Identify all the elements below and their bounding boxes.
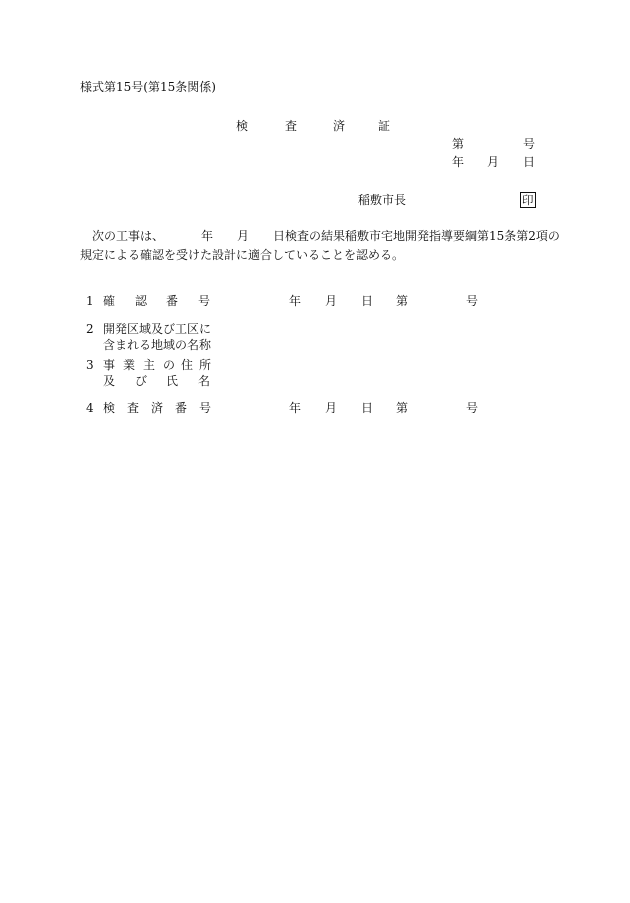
- item-date-month: 月: [325, 294, 338, 308]
- item-label-line2: 含まれる地域の名称: [103, 338, 212, 352]
- statement-year: 年: [201, 229, 214, 243]
- item-label-char: 査: [127, 401, 140, 415]
- number-suffix: 号: [523, 137, 536, 151]
- item-number: 3: [86, 358, 94, 372]
- item-date-day: 日: [361, 294, 374, 308]
- issuer-name: 稲敷市長: [358, 193, 407, 207]
- item-label-char: 号: [199, 401, 212, 415]
- date-month: 月: [487, 155, 500, 169]
- item-label-char: 番: [175, 401, 188, 415]
- item-label-char: 事: [103, 358, 116, 372]
- title-char: 済: [333, 119, 346, 133]
- statement-line2: 規定による確認を受けた設計に適合していることを認める。: [80, 248, 405, 262]
- item-label-line1: 開発区域及び工区に: [103, 322, 212, 336]
- form-number-label: 様式第15号(第15条関係): [80, 80, 216, 94]
- item-label-char: 番: [166, 294, 179, 308]
- item-date-year: 年: [289, 294, 302, 308]
- title-char: 検: [236, 119, 249, 133]
- date-year: 年: [452, 155, 465, 169]
- seal-mark: 印: [522, 193, 534, 207]
- item-label-char: 認: [135, 294, 148, 308]
- item-label-char: の: [163, 358, 176, 372]
- item-label-char: 検: [103, 401, 116, 415]
- item-number-prefix: 第: [396, 294, 409, 308]
- item-number: 4: [86, 401, 94, 415]
- statement-line1-rest: 日検査の結果稲敷市宅地開発指導要綱第15条第2項の: [273, 229, 560, 243]
- number-prefix: 第: [452, 137, 465, 151]
- item-label-char: 確: [103, 294, 116, 308]
- item-label-char: 及: [103, 374, 116, 388]
- item-label-char: 所: [199, 358, 212, 372]
- item-label-char: 済: [151, 401, 164, 415]
- title-char: 査: [285, 119, 298, 133]
- title-char: 証: [378, 119, 391, 133]
- item-label-char: 業: [123, 358, 136, 372]
- item-label-char: び: [135, 374, 148, 388]
- statement-line1-start: 次の工事は、: [92, 229, 165, 243]
- item-label-char: 名: [198, 374, 211, 388]
- date-day: 日: [523, 155, 536, 169]
- item-number: 1: [86, 294, 94, 308]
- item-date-month: 月: [325, 401, 338, 415]
- item-label-char: 主: [143, 358, 156, 372]
- item-label-char: 氏: [166, 374, 179, 388]
- item-number: 2: [86, 322, 94, 336]
- item-date-year: 年: [289, 401, 302, 415]
- item-number-suffix: 号: [466, 294, 479, 308]
- item-label-char: 住: [181, 358, 194, 372]
- item-number-suffix: 号: [466, 401, 479, 415]
- statement-month: 月: [237, 229, 250, 243]
- item-label-char: 号: [198, 294, 211, 308]
- item-number-prefix: 第: [396, 401, 409, 415]
- item-date-day: 日: [361, 401, 374, 415]
